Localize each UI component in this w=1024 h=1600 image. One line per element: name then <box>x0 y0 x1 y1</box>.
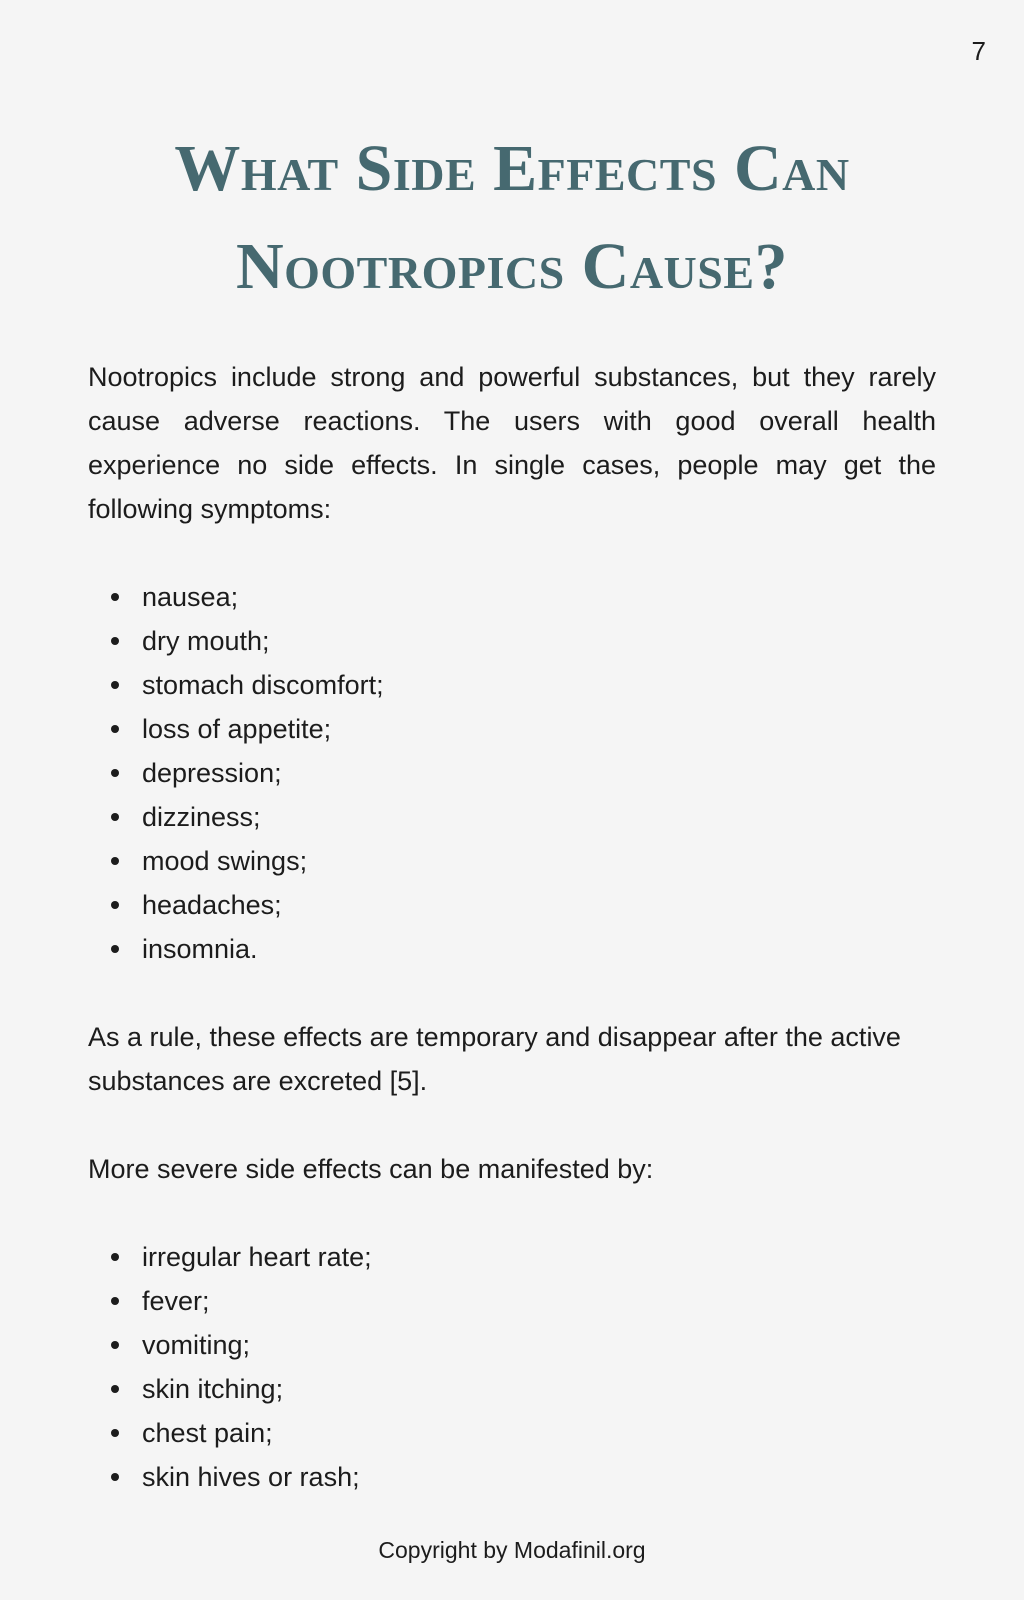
bullet-icon <box>111 681 119 689</box>
list-item <box>88 927 936 971</box>
list-item <box>88 1411 936 1455</box>
spacer <box>88 531 936 575</box>
list-item <box>88 619 936 663</box>
page-number: 7 <box>971 36 986 66</box>
list-item <box>88 883 936 927</box>
page-title <box>0 120 1024 316</box>
list-item-text: stomach discomfort; <box>142 670 384 700</box>
page-title-line-1: What Side Effects Can <box>174 132 850 205</box>
list-item-text: insomnia. <box>142 934 258 964</box>
spacer <box>88 971 936 1015</box>
list-item-text: dry mouth; <box>142 626 270 656</box>
intro-paragraph: Nootropics include strong and powerful substances, but they rarely cause adverse reactions. The users with good overall health experience no side effects. In single cases, people may get the following symptoms: <box>88 362 936 524</box>
list-item-text: fever; <box>142 1286 210 1316</box>
list-item-text: skin itching; <box>142 1374 284 1404</box>
list-item <box>88 1455 936 1499</box>
list-item-text: depression; <box>142 758 282 788</box>
bullet-icon <box>111 901 119 909</box>
bullet-icon <box>111 637 119 645</box>
list-item-text: mood swings; <box>142 846 308 876</box>
bullet-icon <box>111 593 119 601</box>
list-item-text: dizziness; <box>142 802 261 832</box>
list-item <box>88 1323 936 1367</box>
rule-paragraph: As a rule, these effects are temporary and disappear after the active substances are excreted [5]. <box>88 1022 901 1096</box>
bullet-icon <box>111 1429 119 1437</box>
bullet-icon <box>111 1253 119 1261</box>
list-item-text: nausea; <box>142 582 239 612</box>
copyright-footer: Copyright by Modafinil.org <box>378 1537 646 1563</box>
bullet-icon <box>111 1341 119 1349</box>
list-item <box>88 1367 936 1411</box>
bullet-icon <box>111 1385 119 1393</box>
bullet-icon <box>111 813 119 821</box>
list-item-text: loss of appetite; <box>142 714 332 744</box>
spacer <box>88 1191 936 1235</box>
list-item <box>88 751 936 795</box>
list-item-text: headaches; <box>142 890 282 920</box>
list-item <box>88 575 936 619</box>
bullet-icon <box>111 857 119 865</box>
severe-symptoms-list <box>88 1235 936 1499</box>
list-item <box>88 1279 936 1323</box>
list-item-text: vomiting; <box>142 1330 251 1360</box>
severe-intro-paragraph: More severe side effects can be manifested by: <box>88 1154 654 1184</box>
list-item <box>88 707 936 751</box>
list-item <box>88 839 936 883</box>
list-item <box>88 663 936 707</box>
mild-symptoms-list <box>88 575 936 971</box>
bullet-icon <box>111 945 119 953</box>
list-item-text: skin hives or rash; <box>142 1462 360 1492</box>
list-item <box>88 1235 936 1279</box>
bullet-icon <box>111 725 119 733</box>
bullet-icon <box>111 1473 119 1481</box>
list-item-text: chest pain; <box>142 1418 273 1448</box>
spacer <box>88 1103 936 1147</box>
article-body <box>88 355 936 1499</box>
list-item <box>88 795 936 839</box>
bullet-icon <box>111 1297 119 1305</box>
bullet-icon <box>111 769 119 777</box>
page-title-line-2: Nootropics Cause? <box>235 230 789 303</box>
list-item-text: irregular heart rate; <box>142 1242 372 1272</box>
